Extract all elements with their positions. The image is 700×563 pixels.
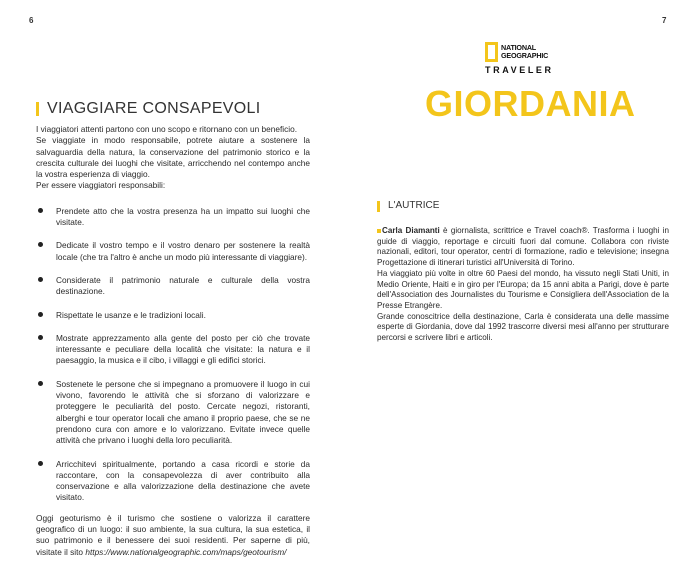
logo-line-2: GEOGRAPHIC: [501, 51, 549, 60]
page-number-left: 6: [29, 16, 34, 25]
square-bullet-icon: [377, 229, 381, 233]
left-page-content: [36, 100, 310, 558]
list-item: Arricchitevi spiritualmente, portando a casa ricordi e storie da raccontare, con la consapevolezza di aver contribuito alla conservazione e alla valorizzazione della destinazione che avete visitato.: [36, 459, 310, 504]
list-item: Rispettate le usanze e le tradizioni locali.: [36, 310, 310, 321]
closing-text: Oggi geoturismo è il turismo che sostiene o valorizza il carattere geografico di un luogo: il suo ambiente, la sua cultura, la sua estetica, il suo patrimonio e il benessere dei suoi residenti. Per saperne di più, visitate il sito: [36, 512, 310, 557]
intro-paragraph: Per essere viaggiatori responsabili:: [36, 180, 166, 191]
author-name: Carla Diamanti: [382, 226, 440, 235]
author-bio: [377, 226, 669, 344]
national-geographic-traveler-logo: [485, 42, 563, 75]
list-item: Mostrate apprezzamento alla gente del posto per ciò che trovate interessante e peculiare della località che visitate: la natura e il paesaggio, la musica e il cibo, i villaggi e gli edifici storici.: [36, 333, 310, 367]
bullet-icon: [38, 312, 43, 317]
list-item: Dedicate il vostro tempo e il vostro denaro per sostenere la realtà locale (che tra l'altro è anche un modo più interessante di viaggiare).: [36, 240, 310, 263]
yellow-frame-icon: [485, 42, 498, 62]
country-title: GIORDANIA: [425, 83, 636, 124]
bullet-icon: [38, 242, 43, 247]
author-heading: [377, 200, 669, 212]
author-section-title: L'AUTRICE: [388, 200, 440, 211]
section-heading: [36, 100, 310, 118]
logo-line-1: NATIONAL: [501, 42, 536, 52]
bullet-icon: [38, 208, 43, 213]
accent-bar: [377, 201, 380, 212]
list-item: Sostenete le persone che si impegnano a promuovere il luogo in cui vivono, favorendo le attività che si sforzano di valorizzare e proteggere le peculiarità del posto. Cercate negozi, ristoranti, alberghi e tour operator locali che amano il proprio paese, che se ne prendono cura con amore e lo valorizzano. Evitate invece quelle attività che privano i luoghi della loro peculiarità.: [36, 379, 310, 447]
section-title: VIAGGIARE CONSAPEVOLI: [47, 100, 261, 117]
bullet-icon: [38, 335, 43, 340]
bullet-icon: [38, 381, 43, 386]
page-number-right: 7: [662, 16, 667, 25]
right-page-content: [377, 200, 669, 344]
geotourism-link[interactable]: https://www.nationalgeographic.com/maps/geotourism/: [85, 546, 287, 557]
bio-paragraph: Carla Diamanti è giornalista, scrittrice e Travel coach®. Trasforma i luoghi in guide di viaggio, reportage e circuiti fuori dal comune. Collabora con riviste nazionali, editori, tour operator, centri di formazione, radio e televisione; insegna Progettazione di itinerari turistici all'Università di Torino.: [377, 226, 669, 268]
bullet-list: [36, 206, 310, 504]
bio-paragraph: Ha viaggiato più volte in oltre 60 Paesi del mondo, ha vissuto negli Stati Uniti, in Medio Oriente, Haiti e in giro per l'Europa; da 15 anni abita a Parigi, dove è parte dell'Association des Journalistes du Tourisme e Consigliera dell'Association de la Presse Etrangère.: [377, 268, 669, 310]
intro-paragraph: I viaggiatori attenti partono con uno scopo e ritornano con un beneficio.: [36, 124, 298, 134]
closing-paragraph: [36, 513, 310, 558]
bio-paragraph: Grande conoscitrice della destinazione, Carla è considerata una delle massime esperte di Giordania, dove dal 1992 trascorre diversi mesi all'anno per strutturare percorsi e scrivere libri e articoli.: [377, 311, 669, 343]
bullet-icon: [38, 277, 43, 282]
intro-text: [36, 124, 310, 192]
intro-paragraph: Se viaggiate in modo responsabile, potrete aiutare a sostenere la salvaguardia della natura, la conservazione del patrimonio storico e la crescita culturale dei luoghi che visitate, arricchendo nel contempo anche la vostra esperienza di viaggio.: [36, 135, 310, 180]
bullet-icon: [38, 461, 43, 466]
list-item: Considerate il patrimonio naturale e culturale della vostra destinazione.: [36, 275, 310, 298]
list-item: Prendete atto che la vostra presenza ha un impatto sui luoghi che visitate.: [36, 206, 310, 229]
logo-traveler: TRAVELER: [485, 65, 554, 75]
accent-bar: [36, 102, 39, 116]
